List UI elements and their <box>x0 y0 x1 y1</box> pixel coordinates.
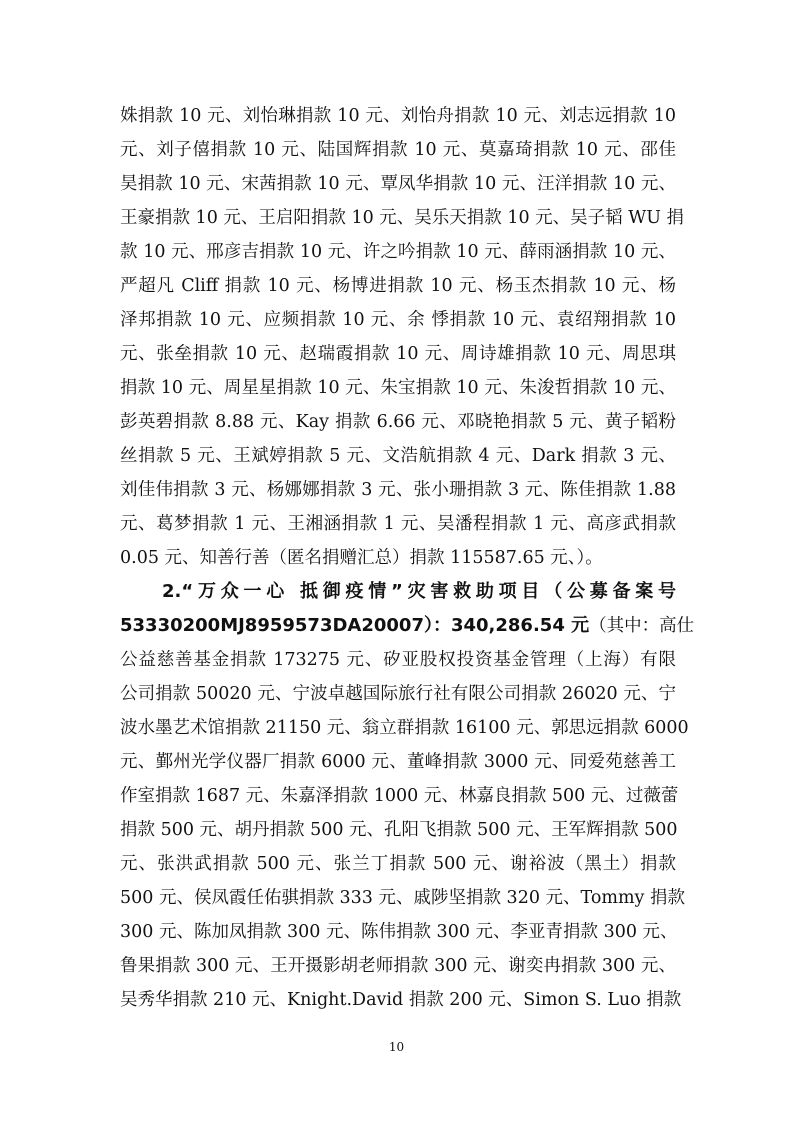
paragraph-line: 款 10 元、邢彦吉捐款 10 元、许之吟捐款 10 元、薛雨涵捐款 10 元、 <box>120 242 676 262</box>
paragraph-line: 0.05 元、知善行善（匿名捐赠汇总）捐款 115587.65 元、）。 <box>120 548 603 568</box>
page-number: 10 <box>388 1040 405 1054</box>
heading-rest: （其中：高仕 <box>589 616 695 636</box>
paragraph-line: 姝捐款 10 元、刘怡琳捐款 10 元、刘怡舟捐款 10 元、刘志远捐款 10 <box>120 106 676 126</box>
section-body-line: 元、张洪武捐款 500 元、张兰丁捐款 500 元、谢裕波（黑土）捐款 <box>120 854 676 874</box>
section-heading-continuation <box>120 609 695 643</box>
paragraph-line: 元、张垒捐款 10 元、赵瑞霞捐款 10 元、周诗雄捐款 10 元、周思琪 <box>120 344 676 364</box>
section-body-line: 作室捐款 1687 元、朱嘉泽捐款 1000 元、林嘉良捐款 500 元、过薇蕾 <box>120 786 679 806</box>
paragraph-line: 元、刘子僖捐款 10 元、陆国辉捐款 10 元、莫嘉琦捐款 10 元、邵佳 <box>120 140 676 160</box>
paragraph-line: 元、葛梦捐款 1 元、王湘涵捐款 1 元、吴潘程捐款 1 元、高彦武捐款 <box>120 514 676 534</box>
paragraph-line: 捐款 10 元、周星星捐款 10 元、朱宝捐款 10 元、朱浚哲捐款 10 元、 <box>120 378 676 398</box>
section-body-line: 波水墨艺术馆捐款 21150 元、翁立群捐款 16100 元、郭思远捐款 6000 <box>120 718 689 738</box>
section-body-line: 300 元、陈加凤捐款 300 元、陈伟捐款 300 元、李亚青捐款 300 元、 <box>120 922 678 942</box>
paragraph-line: 泽邦捐款 10 元、应频捐款 10 元、余 悸捐款 10 元、袁绍翔捐款 10 <box>120 310 676 330</box>
paragraph-line: 王豪捐款 10 元、王启阳捐款 10 元、吴乐天捐款 10 元、吴子韬 WU 捐 <box>120 208 685 228</box>
paragraph-line: 昊捐款 10 元、宋茜捐款 10 元、覃凤华捐款 10 元、汪洋捐款 10 元、 <box>120 174 676 194</box>
section-body-line: 元、鄞州光学仪器厂捐款 6000 元、董峰捐款 3000 元、同爱苑慈善工 <box>120 752 676 772</box>
section-body-line: 捐款 500 元、胡丹捐款 500 元、孔阳飞捐款 500 元、王军辉捐款 500 <box>120 820 678 840</box>
case-number-and-total: 53330200MJ8959573DA20007）：340,286.54 元 <box>120 615 590 636</box>
section-body-line: 公司捐款 50020 元、宁波卓越国际旅行社有限公司捐款 26020 元、宁 <box>120 684 676 704</box>
section-heading: 2.“万众一心 抵御疫情”灾害救助项目（公募备案号 <box>162 581 676 602</box>
section-body-line: 公益慈善基金捐款 173275 元、矽亚股权投资基金管理（上海）有限 <box>120 650 676 670</box>
section-body-line: 鲁果捐款 300 元、王开摄影胡老师捐款 300 元、谢奕冉捐款 300 元、 <box>120 956 676 976</box>
paragraph-line: 丝捐款 5 元、王斌婷捐款 5 元、文浩航捐款 4 元、Dark 捐款 3 元、 <box>120 446 676 466</box>
paragraph-line: 彭英碧捐款 8.88 元、Kay 捐款 6.66 元、邓晓艳捐款 5 元、黄子韬粉 <box>120 412 676 432</box>
section-body-line: 500 元、侯凤霞任佑骐捐款 333 元、戚陟坚捐款 320 元、Tommy 捐款 <box>120 888 686 908</box>
paragraph-line: 严超凡 Cliff 捐款 10 元、杨博进捐款 10 元、杨玉杰捐款 10 元、杨 <box>120 276 676 296</box>
section-body-line: 吴秀华捐款 210 元、Knight.David 捐款 200 元、Simon S. Luo 捐款 <box>120 990 682 1010</box>
paragraph-line: 刘佳伟捐款 3 元、杨娜娜捐款 3 元、张小珊捐款 3 元、陈佳捐款 1.88 <box>120 480 676 500</box>
